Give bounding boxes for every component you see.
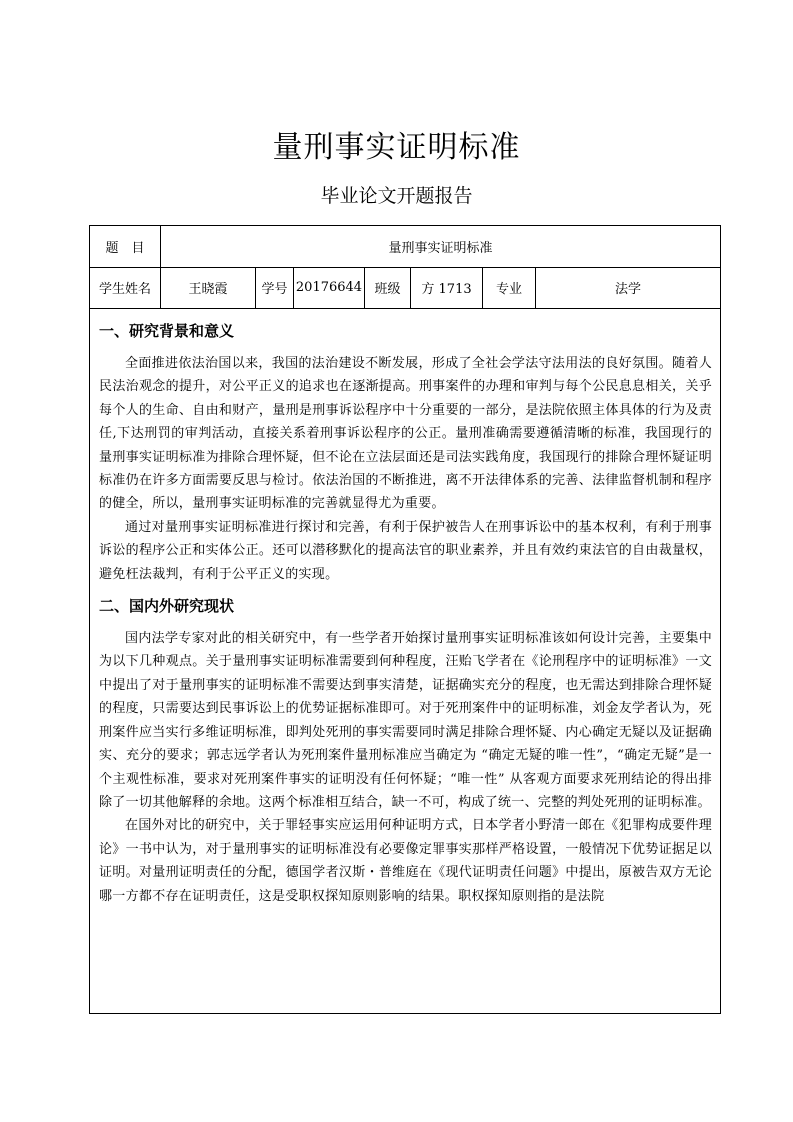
major-label: 专业: [483, 267, 536, 308]
major-value: 法学: [614, 282, 641, 297]
paragraph: 通过对量刑事实证明标准进行探讨和完善，有利于保护被告人在刑事诉讼中的基本权利，有利于刑事诉讼的程序公正和实体公正。还可以潜移默化的提高法官的职业素养，并且有效约束法官的自由裁量权，避免枉法裁判，有利于公平正义的实现。: [99, 519, 712, 582]
student-id-label: 学号: [256, 267, 294, 308]
class-label: 班级: [365, 267, 411, 308]
class-value: 方 1713: [411, 267, 483, 308]
topic-row: [90, 226, 720, 268]
student-info-row: [90, 267, 720, 309]
document-subtitle: 毕业论文开题报告: [320, 185, 473, 207]
report-body: [90, 309, 720, 908]
report-form: [89, 225, 721, 1014]
name-label: 学生姓名: [90, 267, 161, 308]
paragraph: 国内法学专家对此的相关研究中，有一些学者开始探讨量刑事实证明标准该如何设计完善，主要集中为以下几种观点。关于量刑事实证明标准需要到何种程度，汪贻飞学者在《论刑程序中的证明标准》一文中提出了对于量刑事实的证明标准不需要达到事实清楚，证据确实充分的程度，也无需达到排除合理怀疑的程度，只需要达到民事诉讼上的优势证据标准即可。对于死刑案件中的证明标准，刘金友学者认为，死刑案件应当实行多维证明标准，即判处死刑的事实需要同时满足排除合理怀疑、内心确定无疑以及证据确实、充分的要求；郭志远学者认为死刑案件量刑标准应当确定为 “确定无疑的唯一性”，“确定无疑”是一个主观性标准，要求对死刑案件事实的证明没有任何怀疑；“唯一性” 从客观方面要求死刑结论的得出排除了一切其他解释的余地。这两个标准相互结合，缺一不可，构成了统一、完整的判处死刑的证明标准。: [99, 631, 712, 810]
name-value: 王晓霞: [161, 267, 256, 308]
section-heading-research-status: 二、国内外研究现状: [99, 597, 235, 616]
student-id-value: 20176644: [294, 267, 365, 308]
paragraph: 全面推进依法治国以来，我国的法治建设不断发展，形成了全社会学法守法用法的良好氛围。随着人民法治观念的提升，对公平正义的追求也在逐渐提高。刑事案件的办理和审判与每个公民息息相关，关乎每个人的生命、自由和财产，量刑是刑事诉讼程序中十分重要的一部分，是法院依照主体具体的行为及责任,下达刑罚的审判活动，直接关系着刑事诉讼程序的公正。量刑准确需要遵循清晰的标准，我国现行的量刑事实证明标准为排除合理怀疑，但不论在立法层面还是司法实践角度，我国现行的排除合理怀疑证明标准仍在许多方面需要反思与检讨。依法治国的不断推进，离不开法律体系的完善、法律监督机制和程序的健全，所以，量刑事实证明标准的完善就显得尤为重要。: [99, 356, 712, 512]
topic-value: 量刑事实证明标准: [388, 241, 493, 256]
paragraph: 在国外对比的研究中，关于罪轻事实应运用何种证明方式，日本学者小野清一郎在《犯罪构成要件理论》一书中认为，对于量刑事实的证明标准没有必要像定罪事实那样严格设置，一般情况下优势证据足以证明。对量刑证明责任的分配，德国学者汉斯・普维庭在《现代证明责任问题》中提出，原被告双方无论哪一方都不存在证明责任，这是受职权探知原则影响的结果。职权探知原则指的是法院: [99, 818, 712, 904]
topic-label: 题 目: [90, 226, 161, 267]
section-heading-background: 一、研究背景和意义: [99, 322, 235, 340]
document-title: 量刑事实证明标准: [272, 130, 521, 165]
